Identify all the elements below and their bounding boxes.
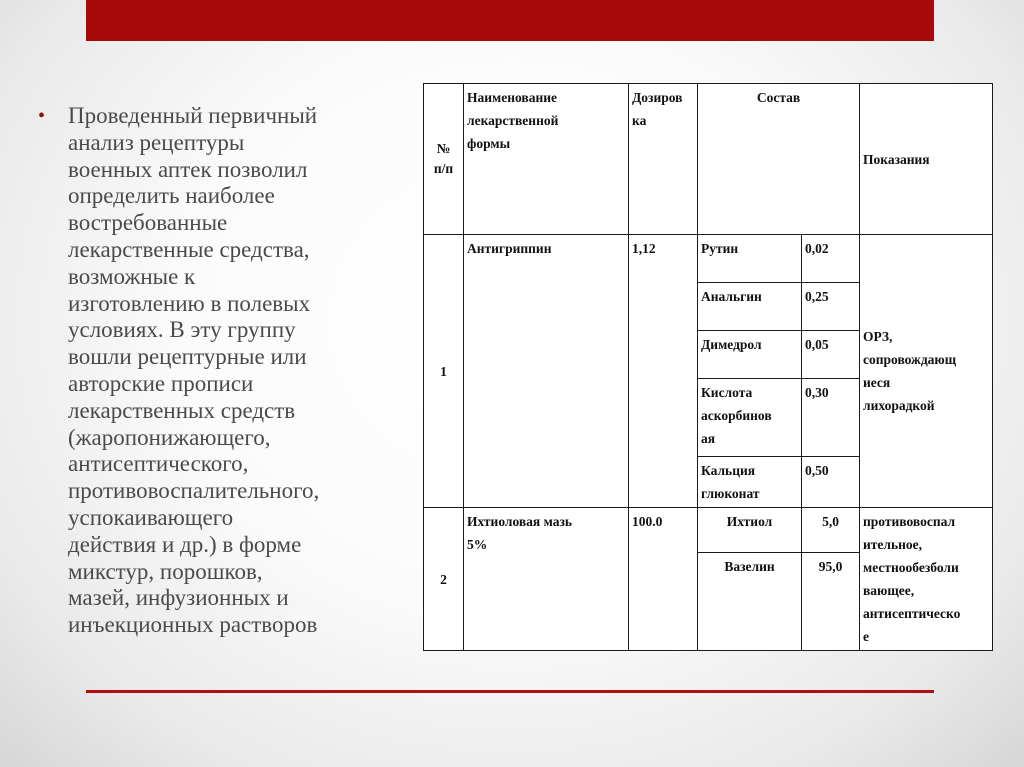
bullet-paragraph: Проведенный первичный анализ рецептуры военных аптек позволил определить наиболее востребованные лекарственные средства, возможные к изготовлению в полевых условиях. В эту группу вошли рецептурные или авторские прописи лекарственных средств (жаропонижающего, антисептического, противовоспалительного, успокаивающего действия и др.) в форме микстур, порошков, мазей, инфузионных и инъекционных растворов: [68, 103, 320, 638]
ingredient-name: Анальгин: [698, 283, 802, 331]
ingredient-name: Кислота аскорбинов ая: [698, 379, 802, 457]
ingredient-qty: 0,50: [802, 457, 860, 508]
ingredient-name: Кальция глюконат: [698, 457, 802, 508]
row-1-indications: ОРЗ, сопровождающ иеся лихорадкой: [860, 235, 993, 508]
ingredient-qty: 95,0: [802, 552, 860, 650]
ingredient-name: Димедрол: [698, 331, 802, 379]
ingredient-qty: 0,25: [802, 283, 860, 331]
table-row: [424, 508, 993, 553]
row-2-num: 2: [424, 508, 464, 651]
row-1-dose: 1,12: [629, 235, 698, 508]
ingredient-qty: 5,0: [802, 508, 860, 553]
table-row: [424, 235, 993, 283]
ingredient-qty: 0,30: [802, 379, 860, 457]
header-num: № п/п: [424, 84, 464, 235]
row-2-name: Ихтиоловая мазь 5%: [464, 508, 629, 651]
ingredient-qty: 0,05: [802, 331, 860, 379]
bullet-dot-icon: •: [38, 105, 46, 127]
table-header-row: [424, 84, 993, 235]
row-2-indications: противовоспал ительное, местнообезболи вающее, антисептическо е: [860, 508, 993, 651]
medicines-table: [423, 83, 993, 651]
row-1-num: 1: [424, 235, 464, 508]
row-2-dose: 100.0: [629, 508, 698, 651]
ingredient-name: Ихтиол: [698, 508, 802, 553]
ingredient-name: Вазелин: [698, 552, 802, 650]
header-composition: Состав: [698, 84, 860, 235]
bottom-divider: [86, 690, 934, 693]
header-dose: Дозиров ка: [629, 84, 698, 235]
bullet-list: [38, 103, 398, 639]
header-indications: Показания: [860, 84, 993, 235]
ingredient-qty: 0,02: [802, 235, 860, 283]
row-1-name: Антигриппин: [464, 235, 629, 508]
header-name: Наименование лекарственной формы: [464, 84, 629, 235]
top-accent-bar: [86, 0, 934, 41]
ingredient-name: Рутин: [698, 235, 802, 283]
